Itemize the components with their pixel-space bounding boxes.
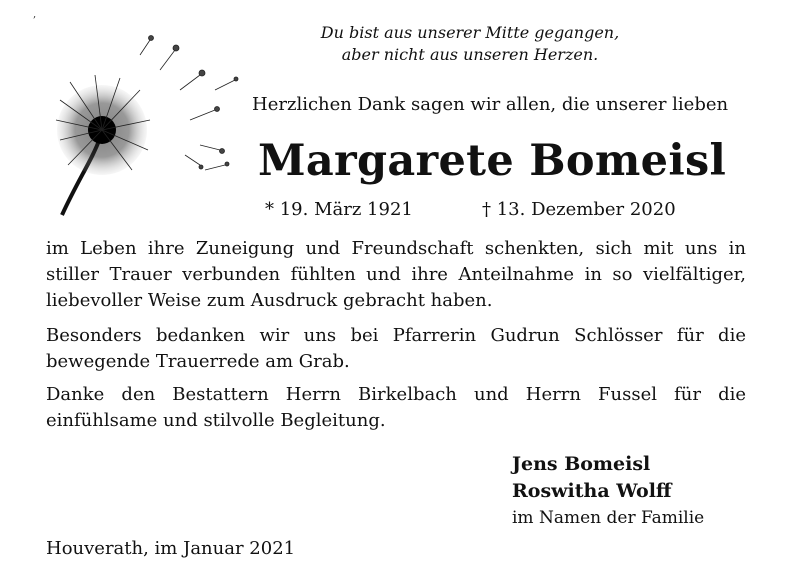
place-and-date: Houverath, im Januar 2021: [46, 538, 296, 559]
thanks-paragraph: Besonders bedanken wir uns bei Pfarrerin Gudrun Schlösser für die bewegende Trauerrede am Grab.: [46, 325, 746, 372]
birth-date: * 19. März 1921: [265, 199, 413, 220]
on-behalf-note: im Namen der Familie: [512, 508, 705, 528]
corner-mark: ,: [33, 9, 37, 20]
death-date: † 13. Dezember 2020: [482, 199, 676, 220]
thanks-paragraph: im Leben ihre Zuneigung und Freundschaft schenkten, sich mit uns in stiller Trauer verbunden fühlten und ihre Anteilnahme in so vielfältiger, liebevoller Weise zum Ausdruck gebracht haben.: [46, 238, 746, 311]
deceased-name: Margarete Bomeisl: [258, 136, 727, 186]
motto-line: Du bist aus unserer Mitte gegangen,: [320, 23, 620, 42]
thanks-line: Herzlichen Dank sagen wir allen, die unserer lieben: [252, 94, 729, 115]
signer-name: Jens Bomeisl: [512, 453, 651, 475]
dandelion-icon: [40, 30, 240, 220]
motto-line: aber nicht aus unseren Herzen.: [341, 45, 599, 64]
signer-name: Roswitha Wolff: [512, 480, 672, 502]
thanks-paragraph: Danke den Bestattern Herrn Birkelbach und Herrn Fussel für die einfühlsame und stilvolle Begleitung.: [46, 384, 746, 431]
signature-block: [512, 451, 704, 532]
motto: [270, 22, 670, 66]
